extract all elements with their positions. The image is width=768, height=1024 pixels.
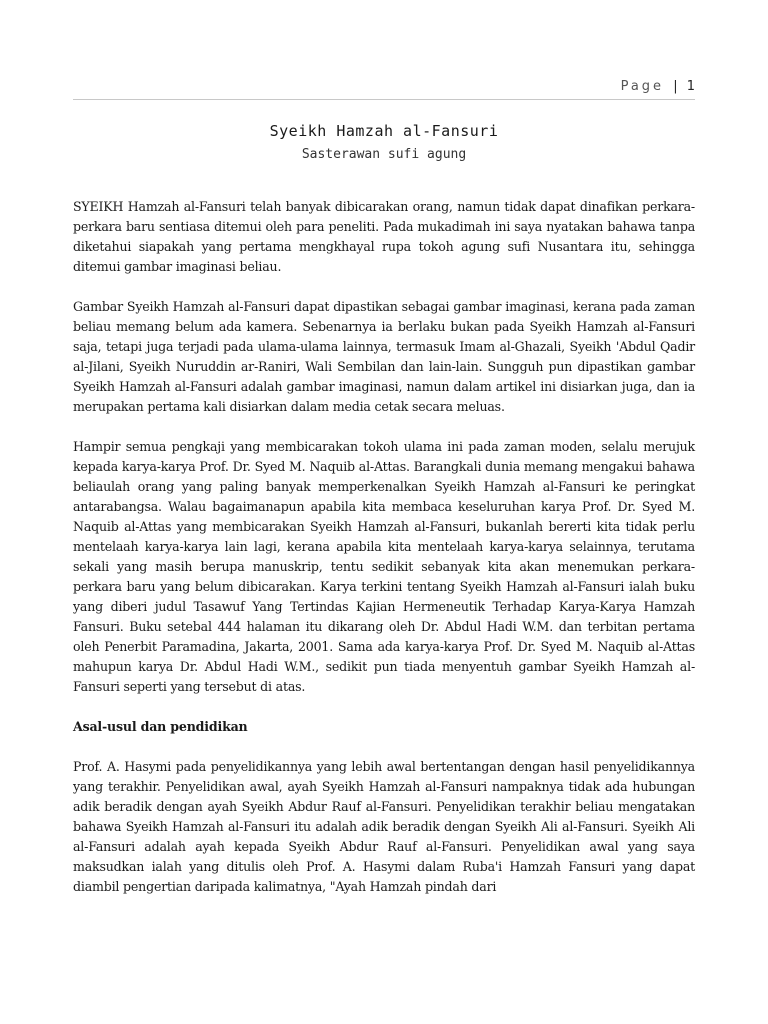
paragraph-2: Gambar Syeikh Hamzah al-Fansuri dapat dipastikan sebagai gambar imaginasi, kerana pada zaman beliau memang belum ada kamera. Sebenarnya ia berlaku bukan pada Syeikh Hamzah al-Fansuri saja, tetapi juga terjadi pada ulama-ulama lainnya, termasuk Imam al-Ghazali, Syeikh 'Abdul Qadir al-Jilani, Syeikh Nuruddin ar-Raniri, Wali Sembilan dan lain-lain. Sungguh pun dipastikan gambar Syeikh Hamzah al-Fansuri adalah gambar imaginasi, namun dalam artikel ini disiarkan juga, dan ia merupakan pertama kali disiarkan dalam media cetak secara meluas. (73, 299, 695, 414)
paragraph-3: Hampir semua pengkaji yang membicarakan tokoh ulama ini pada zaman moden, selalu merujuk kepada karya-karya Prof. Dr. Syed M. Naquib al-Attas. Barangkali dunia memang mengakui bahawa beliaulah orang yang paling banyak memperkenalkan Syeikh Hamzah al-Fansuri ke peringkat antarabangsa. Walau bagaimanapun apabila kita membaca keseluruhan karya Prof. Dr. Syed M. Naquib al-Attas yang membicarakan Syeikh Hamzah al-Fansuri, bukanlah bererti kita tidak perlu mentelaah karya-karya lain lagi, kerana apabila kita mentelaah karya-karya selainnya, terutama sekali yang masih berupa manuskrip, tentu sedikit sebanyak kita akan menemukan perkara-perkara baru yang belum dibicarakan. Karya terkini tentang Syeikh Hamzah al-Fansuri ialah buku yang diberi judul Tasawuf Yang Tertindas Kajian Hermeneutik Terhadap Karya-Karya Hamzah Fansuri. Buku setebal 444 halaman itu dikarang oleh Dr. Abdul Hadi W.M. dan terbitan pertama oleh Penerbit Paramadina, Jakarta, 2001. Sama ada karya-karya Prof. Dr. Syed M. Naquib al-Attas mahupun karya Dr. Abdul Hadi W.M., sedikit pun tiada menyentuh gambar Syeikh Hamzah al-Fansuri seperti yang tersebut di atas. (73, 439, 695, 694)
section-heading: Asal-usul dan pendidikan (73, 719, 248, 734)
document-subtitle: Sasterawan sufi agung (301, 147, 467, 162)
document-body (73, 197, 695, 897)
section-paragraph: Prof. A. Hasymi pada penyelidikannya yang lebih awal bertentangan dengan hasil penyelidikannya yang terakhir. Penyelidikan awal, ayah Syeikh Hamzah al-Fansuri nampaknya tidak ada hubungan adik beradik dengan ayah Syeikh Abdur Rauf al-Fansuri. Penyelidikan terakhir beliau mengatakan bahawa Syeikh Hamzah al-Fansuri itu adalah adik beradik dengan Syeikh Ali al-Fansuri. Syeikh Ali al-Fansuri adalah ayah kepada Syeikh Abdur Rauf al-Fansuri. Penyelidikan awal yang saya maksudkan ialah yang ditulis oleh Prof. A. Hasymi dalam Ruba'i Hamzah Fansuri yang dapat diambil pengertian daripada kalimatnya, "Ayah Hamzah pindah dari (73, 759, 695, 894)
page-header (621, 79, 695, 94)
paragraph-1: SYEIKH Hamzah al-Fansuri telah banyak dibicarakan orang, namun tidak dapat dinafikan perkara-perkara baru sentiasa ditemui oleh para peneliti. Pada mukadimah ini saya nyatakan bahawa tanpa diketahui siapakah yang pertama mengkhayal rupa tokoh agung sufi Nusantara itu, sehingga ditemui gambar imaginasi beliau. (73, 199, 695, 274)
page-label: Page (620, 79, 665, 94)
page-separator: | (673, 79, 678, 94)
page-number: 1 (686, 79, 695, 94)
header-rule (73, 99, 695, 100)
document-title: Syeikh Hamzah al-Fansuri (269, 122, 499, 140)
document-content (73, 120, 695, 917)
